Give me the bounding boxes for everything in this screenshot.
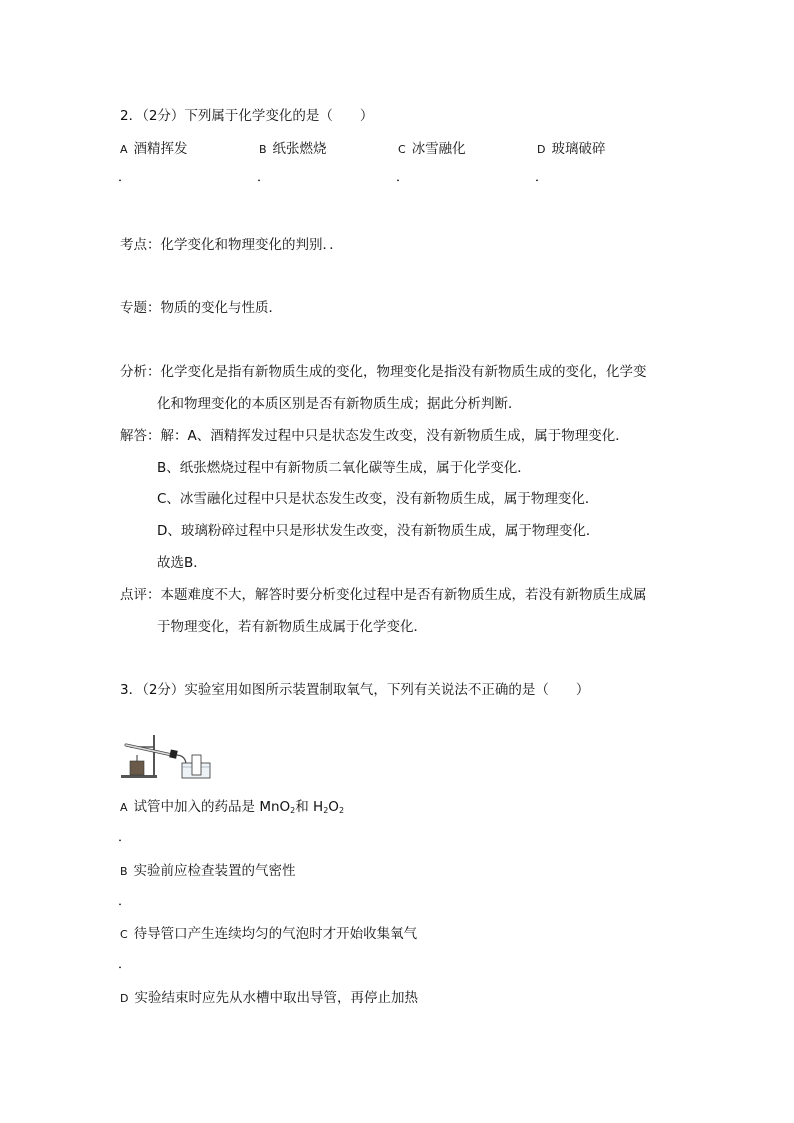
q3-header: 3．（2分）实验室用如图所示装置制取氧气，下列有关说法不正确的是（ ） (120, 682, 590, 698)
q3-option-d (120, 986, 418, 1006)
option-text: 玻璃破碎 (551, 141, 606, 157)
q2-jieda-line3: C、冰雪融化过程中只是状态发生改变，没有新物质生成，属于物理变化． (157, 491, 599, 507)
option-text: 实验前应检查装置的气密性 (133, 863, 296, 879)
q3-option-c-dot: ． (118, 957, 132, 972)
q2-jieda-line1: 解答：解：A、酒精挥发过程中只是状态发生改变，没有新物质生成，属于物理变化． (120, 428, 629, 444)
q2-fenxi-line2: 化和物理变化的本质区别是否有新物质生成；据此分析判断． (157, 396, 522, 412)
option-text: 实验结束时应先从水槽中取出导管，再停止加热 (134, 990, 418, 1006)
q2-fenxi-line1: 分析：化学变化是指有新物质生成的变化，物理变化是指没有新物质生成的变化，化学变 (120, 364, 647, 380)
option-text: 待导管口产生连续均匀的气泡时才开始收集氧气 (133, 926, 418, 942)
q2-option-c (398, 137, 466, 157)
q2-option-b-dot: ． (257, 170, 271, 185)
q3-option-c (120, 922, 417, 942)
q2-dianping-line1: 点评：本题难度不大，解答时要分析变化过程中是否有新物质生成，若没有新物质生成属 (120, 587, 647, 603)
q2-option-d (537, 137, 605, 157)
q2-jieda-line4: D、玻璃粉碎过程中只是形状发生改变，没有新物质生成，属于物理变化． (157, 523, 600, 539)
subscript: 2 (323, 806, 329, 815)
option-text-mid2: O (328, 799, 339, 815)
option-letter: B (120, 865, 128, 878)
q3-option-a (120, 795, 344, 815)
option-letter: C (398, 143, 406, 156)
q3-option-b-dot: ． (118, 894, 132, 909)
q3-option-a-dot: ． (118, 830, 132, 845)
option-text-pre: 试管中加入的药品是 MnO (133, 799, 291, 815)
q2-option-d-dot: ． (535, 170, 549, 185)
q2-kaodian: 考点：化学变化和物理变化的判别．． (120, 237, 343, 253)
option-letter: D (537, 143, 546, 156)
q3-option-b (120, 859, 296, 879)
subscript: 2 (290, 806, 296, 815)
q2-option-b (259, 137, 327, 157)
q2-option-c-dot: ． (396, 170, 410, 185)
q2-jieda-line5: 故选B． (157, 555, 207, 571)
oxygen-apparatus-figure (120, 733, 212, 779)
option-letter: D (120, 992, 129, 1005)
subscript: 2 (338, 806, 345, 815)
option-letter: A (120, 801, 128, 814)
option-letter: B (259, 143, 267, 156)
option-text: 纸张燃烧 (272, 141, 327, 157)
q2-zhuanti: 专题：物质的变化与性质． (120, 300, 282, 316)
option-letter: C (120, 928, 128, 941)
option-text: 酒精挥发 (133, 141, 188, 157)
option-letter: A (120, 143, 128, 156)
q2-jieda-line2: B、纸张燃烧过程中有新物质二氧化碳等生成，属于化学变化． (157, 460, 531, 476)
option-text: 冰雪融化 (411, 141, 466, 157)
option-text-mid: 和 H (295, 799, 324, 815)
q2-option-a (120, 137, 188, 157)
q2-option-a-dot: ． (118, 170, 132, 185)
q2-header: 2．（2分）下列属于化学变化的是（ ） (120, 108, 374, 124)
q2-dianping-line2: 于物理变化，若有新物质生成属于化学变化． (157, 619, 427, 635)
